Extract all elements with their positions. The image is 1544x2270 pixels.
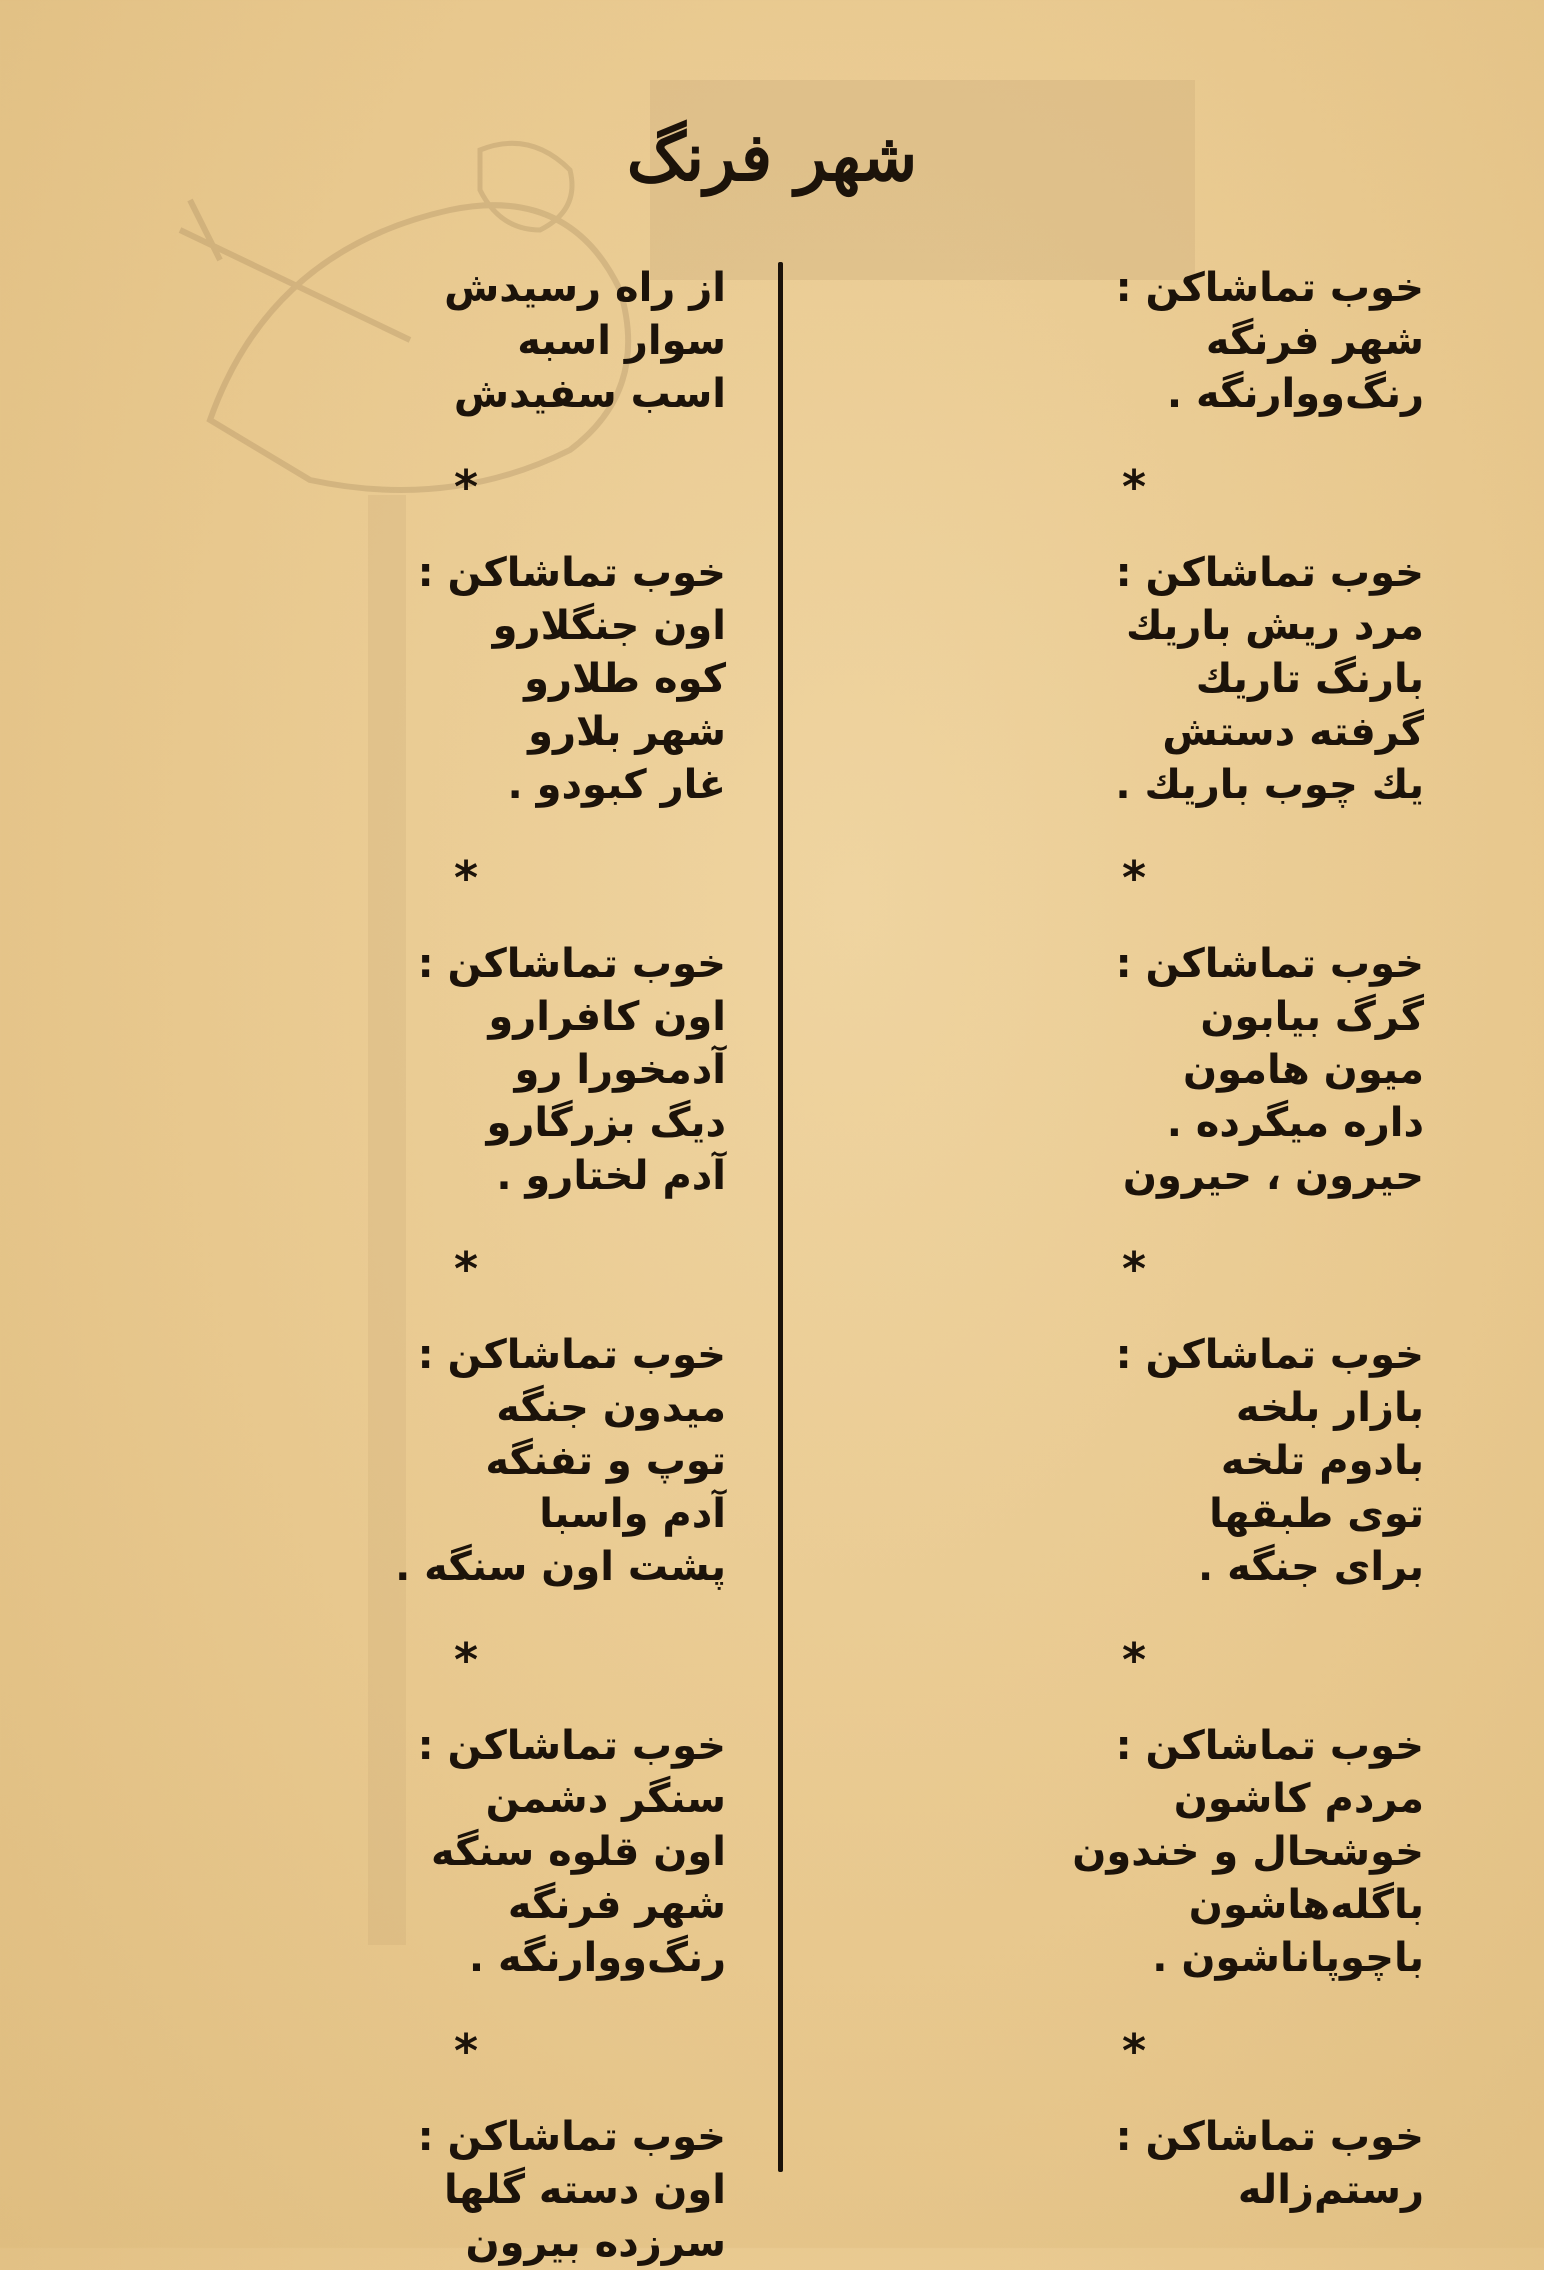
poem-line: آدمخورا رو — [514, 1047, 726, 1093]
page-title: شهر فرنگ — [626, 118, 918, 196]
stanza-separator-star: * — [1121, 851, 1147, 905]
poem-line: شهر فرنگه — [507, 1882, 726, 1928]
stanza-separator-star: * — [1121, 1633, 1147, 1687]
poem-line: خوب تماشاکن : — [417, 1332, 726, 1378]
poem-stanza — [256, 262, 726, 421]
poem-line: خوب تماشاکن : — [417, 550, 726, 596]
poem-stanza — [864, 547, 1424, 812]
poem-line: گرفته دستش — [1162, 709, 1424, 755]
poem-line: رنگ‌و‌وارنگه . — [468, 1935, 726, 1981]
stanza-separator-star: * — [453, 2024, 479, 2078]
poem-line: باچوپاناشون . — [1152, 1935, 1424, 1981]
stanza-separator-star: * — [1121, 460, 1147, 514]
poem-line: خوب تماشاکن : — [1115, 2114, 1424, 2160]
poem-line: داره میگرده . — [1166, 1100, 1424, 1146]
poem-line: میون هامون — [1183, 1047, 1424, 1093]
poem-stanza — [864, 2111, 1424, 2217]
poem-line: توپ و تفنگه — [485, 1438, 726, 1484]
stanza-separator-star: * — [453, 1242, 479, 1296]
poem-stanza — [256, 938, 726, 1203]
poem-stanza — [256, 2111, 726, 2270]
poem-line: غار کبودو . — [507, 762, 726, 808]
poem-line: اون کافرارو — [488, 994, 726, 1040]
poem-line: پشت اون سنگه . — [395, 1544, 726, 1590]
stanza-separator-star: * — [1121, 1242, 1147, 1296]
poem-line: سرزده بیرون — [465, 2220, 726, 2266]
stanza-separator-star: * — [453, 1633, 479, 1687]
poem-line: خوشحال و خندون — [1072, 1829, 1424, 1875]
poem-column-left — [256, 262, 726, 2270]
poem-line: خوب تماشاکن : — [1115, 550, 1424, 596]
poem-line: گرگ بیابون — [1200, 994, 1424, 1040]
poem-line: کوه طلارو — [524, 656, 726, 702]
column-divider — [778, 262, 783, 2172]
poem-line: دیگ بزرگارو — [486, 1100, 726, 1146]
poem-line: بادوم تلخه — [1220, 1438, 1424, 1484]
poem-stanza — [256, 547, 726, 812]
poem-line: سوار اسبه — [517, 318, 726, 364]
poem-line: سنگر دشمن — [485, 1776, 726, 1822]
poem-line: اون جنگلارو — [492, 603, 726, 649]
poem-line: شهر فرنگه — [1205, 318, 1424, 364]
poem-line: حیرون ، حیرون — [1122, 1153, 1424, 1199]
poem-line: بازار بلخه — [1235, 1385, 1424, 1431]
poem-line: از راه رسیدش — [444, 265, 726, 311]
poem-line: آدم لختارو . — [496, 1153, 726, 1199]
poem-line: اسب سفیدش — [453, 371, 726, 417]
stanza-separator-star: * — [1121, 2024, 1147, 2078]
stanza-separator-star: * — [453, 460, 479, 514]
poem-line: خوب تماشاکن : — [1115, 941, 1424, 987]
poem-line: مردم کاشون — [1173, 1776, 1424, 1822]
poem-line: مرد ریش باریك — [1126, 603, 1424, 649]
poem-line: خوب تماشاکن : — [417, 941, 726, 987]
poem-line: میدون جنگه — [496, 1385, 726, 1431]
poem-stanza — [864, 1720, 1424, 1985]
poem-line: رستم‌زاله — [1237, 2167, 1424, 2213]
poem-line: خوب تماشاکن : — [1115, 1723, 1424, 1769]
poem-stanza — [256, 1329, 726, 1594]
poem-line: رنگ‌و‌وارنگه . — [1166, 371, 1424, 417]
poem-line: خوب تماشاکن : — [1115, 1332, 1424, 1378]
poem-stanza — [864, 938, 1424, 1203]
poem-line: برای جنگه . — [1198, 1544, 1424, 1590]
poem-line: خوب تماشاکن : — [417, 1723, 726, 1769]
poem-line: خوب تماشاکن : — [1115, 265, 1424, 311]
poem-line: بارنگ تاریك — [1195, 656, 1424, 702]
poem-line: آدم واسبا — [539, 1491, 726, 1537]
poem-stanza — [864, 1329, 1424, 1594]
stanza-separator-star: * — [453, 851, 479, 905]
poem-line: یك چوب باریك . — [1115, 762, 1424, 808]
poem-column-right — [864, 262, 1424, 2217]
poem-stanza — [256, 1720, 726, 1985]
poem-line: اون دسته گلها — [443, 2167, 726, 2213]
poem-line: توی طبقها — [1209, 1491, 1424, 1537]
poem-line: اون قلوه سنگه — [431, 1829, 726, 1875]
poem-line: خوب تماشاکن : — [417, 2114, 726, 2160]
poem-line: شهر بلارو — [528, 709, 726, 755]
poem-line: باگله‌هاشون — [1188, 1882, 1424, 1928]
poem-stanza — [864, 262, 1424, 421]
